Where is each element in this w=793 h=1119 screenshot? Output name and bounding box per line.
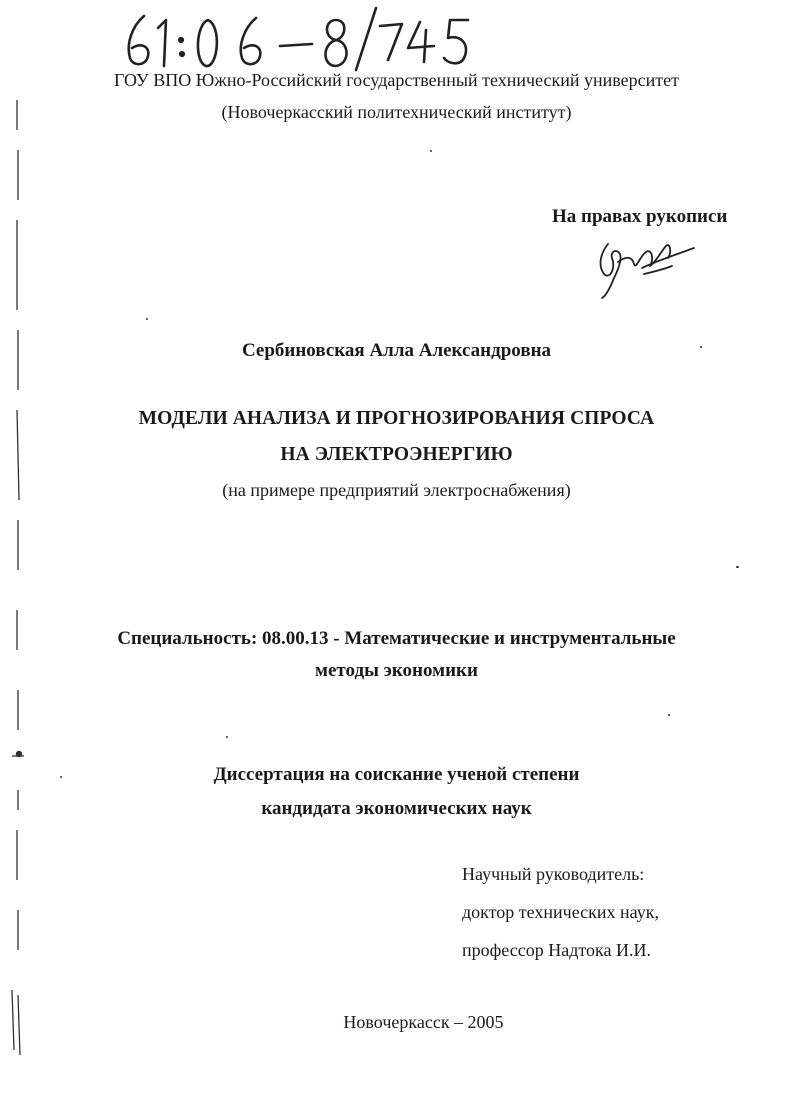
specialty-line-2: методы экономики bbox=[315, 660, 478, 681]
institute-name: (Новочеркасский политехнический институт) bbox=[221, 102, 572, 122]
scan-speck bbox=[668, 714, 670, 716]
scan-speck bbox=[736, 566, 739, 568]
dissertation-line-2: кандидата экономических наук bbox=[261, 798, 532, 819]
scan-speck bbox=[430, 150, 432, 152]
scan-speck bbox=[700, 346, 702, 348]
handwritten-signature bbox=[582, 226, 702, 302]
handwritten-archive-number bbox=[118, 6, 488, 72]
subtitle: (на примере предприятий электроснабжения) bbox=[222, 480, 571, 500]
binding-edge-marks bbox=[0, 90, 34, 1090]
supervisor-name: профессор Надтока И.И. bbox=[462, 940, 651, 960]
specialty-line-1: Специальность: 08.00.13 - Математические и инструментальные bbox=[117, 628, 676, 649]
author-name: Сербиновская Алла Александровна bbox=[241, 340, 552, 361]
supervisor-degree: доктор технических наук, bbox=[462, 902, 659, 922]
scan-speck bbox=[146, 318, 148, 320]
university-name: ГОУ ВПО Южно-Российский государственный технический университет bbox=[114, 70, 679, 90]
title-line-2: НА ЭЛЕКТРОЭНЕРГИЮ bbox=[280, 444, 513, 465]
title-line-1: МОДЕЛИ АНАЛИЗА И ПРОГНОЗИРОВАНИЯ СПРОСА bbox=[138, 408, 655, 429]
manuscript-note: На правах рукописи bbox=[552, 206, 728, 227]
scan-speck bbox=[226, 736, 228, 738]
place-year: Новочеркасск – 2005 bbox=[343, 1012, 504, 1032]
dissertation-line-1: Диссертация на соискание ученой степени bbox=[213, 764, 580, 785]
supervisor-role: Научный руководитель: bbox=[462, 864, 645, 884]
scan-speck bbox=[60, 776, 62, 778]
